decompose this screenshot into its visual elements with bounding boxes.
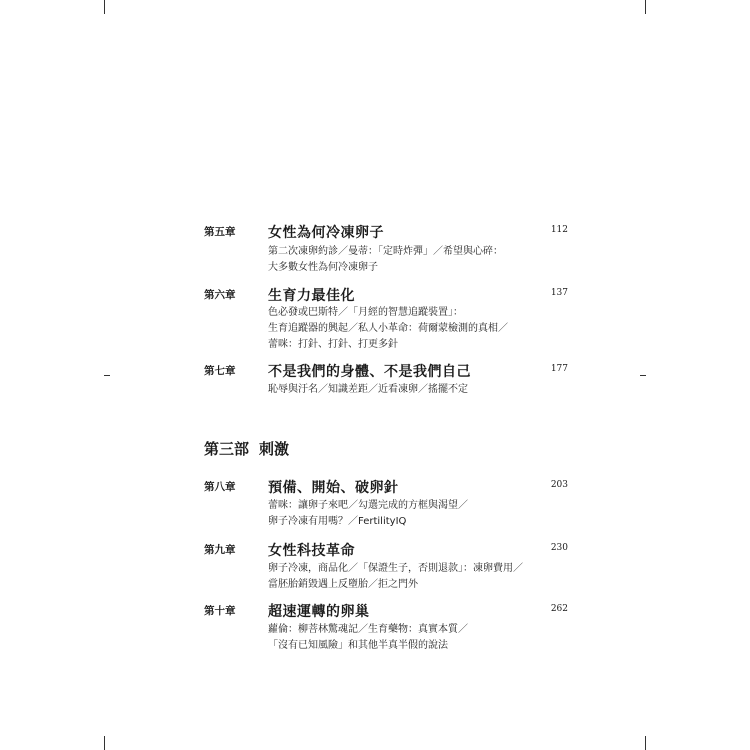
chapter-subtopics-line-2: 大多數女性為何冷凍卵子 — [268, 262, 378, 273]
chapter-title: 女性科技革命 — [268, 543, 355, 559]
chapter-page-number: 137 — [550, 288, 568, 298]
chapter-label: 第六章 — [204, 289, 236, 301]
chapter-title: 超速運轉的卵巢 — [268, 604, 370, 620]
chapter-title: 女性為何冷凍卵子 — [268, 225, 384, 241]
chapter-subtopics-line-2: 生育追蹤器的興起／私人小革命：荷爾蒙檢測的真相／ — [268, 323, 508, 334]
chapter-title: 預備、開始、破卵針 — [268, 480, 399, 496]
chapter-subtopics-line-1: 卵子冷凍，商品化／「保證生子，否則退款」：凍卵費用／ — [268, 563, 523, 574]
chapter-subtopics-line-1: 色必發或巴斯特／「月經的智慧追蹤裝置」： — [268, 307, 463, 318]
chapter-label: 第九章 — [204, 544, 236, 556]
chapter-label: 第五章 — [204, 226, 236, 238]
chapter-subtopics-line-1: 恥辱與汙名／知識差距／近看凍卵／搖擺不定 — [268, 384, 468, 395]
chapter-label: 第八章 — [204, 481, 236, 493]
chapter-subtopics-line-2: 卵子冷凍有用嗎？／FertilityIQ — [268, 516, 407, 527]
chapter-page-number: 230 — [550, 543, 568, 553]
chapter-page-number: 203 — [550, 480, 568, 490]
chapter-page-number: 177 — [550, 364, 568, 374]
chapter-label: 第七章 — [204, 365, 236, 377]
chapter-subtopics-line-3: 蕾咪：打針、打針、打更多針 — [268, 339, 398, 350]
chapter-label: 第十章 — [204, 605, 236, 617]
chapter-subtopics-line-1: 蘿倫：柳菩林驚魂記／生育藥物：真實本質／ — [268, 624, 468, 635]
chapter-subtopics-line-2: 「沒有已知風險」和其他半真半假的說法 — [268, 640, 448, 651]
chapter-page-number: 112 — [550, 225, 568, 235]
chapter-subtopics-line-2: 當胚胎銷毀遇上反墮胎／拒之門外 — [268, 579, 418, 590]
chapter-page-number: 262 — [550, 604, 568, 614]
chapter-title: 生育力最佳化 — [268, 288, 355, 304]
part-title: 刺激 — [259, 440, 290, 458]
chapter-subtopics-line-1: 第二次凍卵約診／曼蒂：「定時炸彈」／希望與心碎： — [268, 246, 503, 257]
chapter-subtopics-line-1: 蕾咪：讓卵子來吧／勾選完成的方框與渴望／ — [268, 500, 468, 511]
part-number: 第三部 — [204, 440, 250, 458]
part-heading — [204, 438, 289, 459]
chapter-title: 不是我們的身體、不是我們自己 — [268, 364, 471, 380]
